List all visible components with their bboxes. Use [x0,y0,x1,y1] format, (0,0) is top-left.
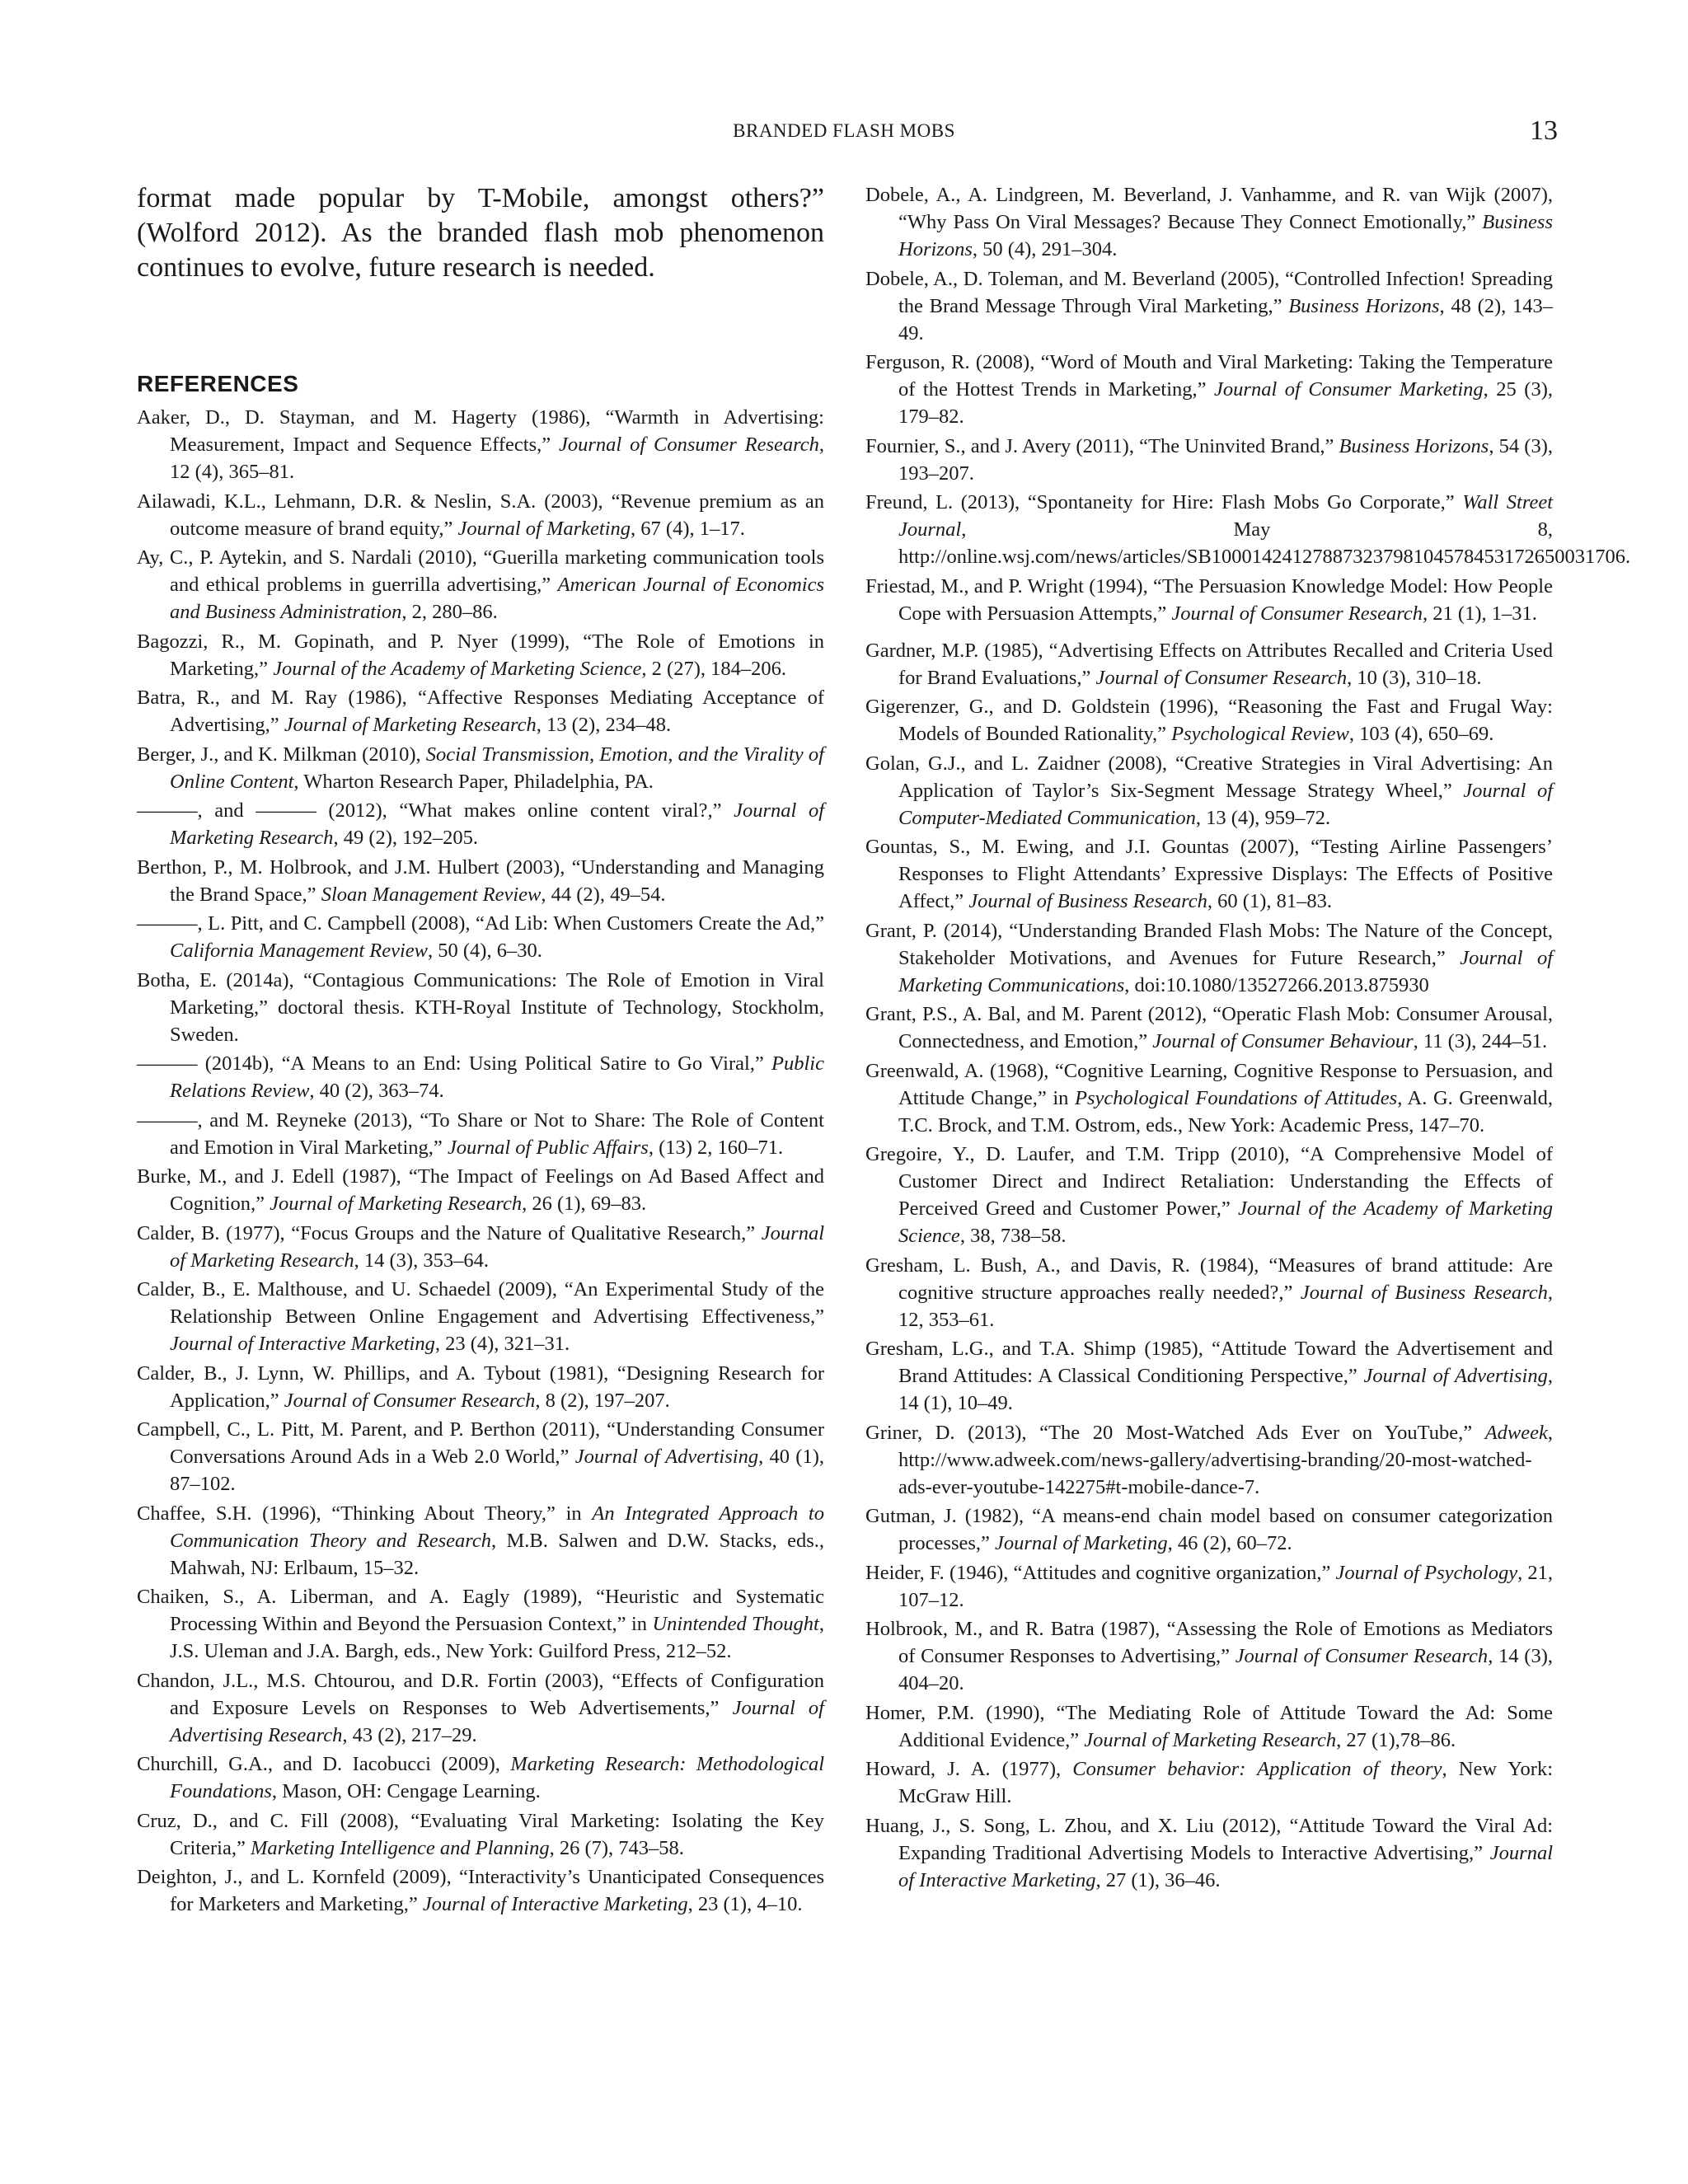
reference-source-title: Journal of the Academy of Marketing Science [898,1197,1553,1247]
reference-entry [865,1559,1553,1614]
reference-source-title: Business Horizons [1288,294,1440,317]
reference-entry [137,1750,824,1805]
reference-entry [865,750,1553,832]
reference-text: , 14 (1), 10–49. [898,1365,1553,1414]
reference-entry [865,1252,1553,1333]
reference-source-title: Journal of Public Affairs [447,1136,649,1159]
reference-text: Ailawadi, K.L., Lehmann, D.R. & Neslin, S.A. (2003), “Revenue premium as an outcome measure of brand equity,” [137,490,824,540]
reference-text: Dobele, A., A. Lindgreen, M. Beverland, J. Vanhamme, and R. van Wijk (2007), “Why Pass On Viral Messages? Because They Connect Emotionally,” [865,184,1553,233]
reference-text: Calder, B. (1977), “Focus Groups and the Nature of Qualitative Research,” [137,1221,762,1244]
reference-source-title: Journal of Business Research [1300,1281,1548,1304]
reference-text: , 54 (3), 193–207. [898,434,1553,485]
reference-source-title: Journal of Consumer Research [284,1389,536,1412]
reference-text: , 14 (3), 353–64. [354,1249,489,1272]
reference-entry [137,1807,824,1862]
reference-text: , J.S. Uleman and J.A. Bargh, eds., New York: Guilford Press, 212–52. [170,1613,824,1662]
reference-source-title: Journal of Marketing [457,517,631,540]
reference-entry [865,573,1553,627]
reference-text: Berthon, P., M. Holbrook, and J.M. Hulbert (2003), “Understanding and Managing the Brand Space,” [137,855,824,906]
reference-text: ——— (2014b), “A Means to an End: Using Political Satire to Go Viral,” [137,1052,772,1075]
reference-text: Gigerenzer, G., and D. Goldstein (1996), “Reasoning the Fast and Frugal Way: Models of Bounded Rationality,” [865,696,1553,745]
reference-source-title: Journal of Business Research [968,890,1207,912]
reference-source-title: California Management Review [170,940,428,962]
reference-source-title: Journal of Interactive Marketing [170,1333,435,1355]
reference-entry [137,910,824,964]
reference-source-title: Journal of Marketing Research [1084,1728,1337,1751]
reference-text: , 49 (2), 192–205. [333,827,479,849]
reference-text: Gresham, L. Bush, A., and Davis, R. (1984), “Measures of brand attitude: Are cognitive structure approaches really needed?,” [865,1254,1553,1304]
reference-text: Golan, G.J., and L. Zaidner (2008), “Creative Strategies in Viral Advertising: An Application of Taylor’s Six-Segment Message Strategy Wheel,” [865,752,1553,802]
reference-text: Gutman, J. (1982), “A means-end chain model based on consumer categorization processes,” [865,1505,1553,1554]
reference-text: Batra, R., and M. Ray (1986), “Affective Responses Mediating Acceptance of Advertising,” [137,687,824,736]
reference-text: Gregoire, Y., D. Laufer, and T.M. Tripp (2010), “A Comprehensive Model of Customer Direct and Indirect Retaliation: Understanding the Effects of Perceived Greed and Customer Power,” [865,1143,1553,1220]
right-column [865,181,1631,1896]
reference-text: , New York: McGraw Hill. [898,1758,1554,1807]
reference-entry [137,1863,824,1918]
reference-text: , Mason, OH: Cengage Learning. [271,1780,541,1802]
reference-entry [137,1220,824,1274]
reference-entry [137,544,824,626]
reference-source-title: Journal of Advertising Research [170,1696,824,1746]
reference-entry [865,1141,1553,1249]
reference-text: Deighton, J., and L. Kornfeld (2009), “Interactivity’s Unanticipated Consequences for Marketers and Marketing,” [137,1866,824,1915]
reference-text: , 27 (1), 36–46. [1095,1868,1221,1891]
reference-source-title: Journal of Marketing Research [170,1221,824,1272]
reference-source-title: Journal of Consumer Research [1095,666,1348,689]
reference-text: Ferguson, R. (2008), “Word of Mouth and Viral Marketing: Taking the Temperature of the Hottest Trends in Marketing,” [865,351,1553,401]
reference-source-title: Business Horizons [898,211,1553,260]
reference-text: , 21 (1), 1–31. [1423,602,1537,625]
references-heading: REFERENCES [137,371,299,396]
reference-source-title: Unintended Thought [652,1613,819,1635]
running-head: BRANDED FLASH MOBS [733,120,955,141]
reference-text: Bagozzi, R., M. Gopinath, and P. Nyer (1999), “The Role of Emotions in Marketing,” [137,630,824,680]
reference-text: , 43 (2), 217–29. [342,1723,477,1746]
right-reference-list [865,181,1631,1894]
reference-text: , 23 (1), 4–10. [687,1893,803,1915]
reference-entry [137,967,824,1048]
reference-source-title: Sloan Management Review [321,883,542,906]
reference-text: , 50 (4), 6–30. [428,940,542,962]
left-reference-list [137,404,824,1918]
reference-source-title: Consumer behavior: Application of theory [1072,1758,1442,1780]
reference-text: , 38, 738–58. [959,1225,1067,1247]
reference-text: ———, and ——— (2012), “What makes online content viral?,” [137,799,734,822]
reference-source-title: Journal of Consumer Research [1235,1645,1489,1667]
reference-entry [865,1755,1553,1810]
reference-text: Churchill, G.A., and D. Iacobucci (2009), [137,1753,511,1775]
reference-entry [865,1699,1553,1754]
reference-entry [137,1163,824,1217]
reference-text: , 2 (27), 184–206. [641,657,786,680]
reference-source-title: Journal of Consumer Research [1171,602,1423,625]
reference-source-title: Public Relations Review [170,1052,824,1102]
reference-text: Gountas, S., M. Ewing, and J.I. Gountas (2007), “Testing Airline Passengers’ Responses to Flight Attendants’ Expressive Displays: The Effects of Positive Affect,” [865,836,1553,912]
reference-text: , 12, 353–61. [898,1281,1553,1331]
reference-source-title: Psychological Review [1171,723,1349,745]
page-number: 13 [1530,115,1558,146]
reference-entry [137,1276,824,1357]
reference-source-title: Journal of Marketing [995,1532,1168,1554]
reference-text: , (13) 2, 160–71. [648,1136,784,1159]
reference-text: , 13 (4), 959–72. [1195,806,1331,829]
reference-source-title: Journal of Marketing Research [270,1193,523,1215]
reference-entry [137,1107,824,1161]
reference-source-title: Wall Street Journal [898,491,1553,541]
reference-entry [865,1057,1553,1139]
reference-text: , 26 (7), 743–58. [549,1836,684,1859]
reference-source-title: Adweek [1484,1421,1548,1444]
reference-text: Chaiken, S., A. Liberman, and A. Eagly (1989), “Heuristic and Systematic Processing Within and Beyond the Persuasion Context,” in [137,1586,824,1635]
reference-text: Fournier, S., and J. Avery (2011), “The Uninvited Brand,” [865,434,1339,457]
reference-entry [137,1416,824,1497]
reference-source-title: Journal of Consumer Marketing [1214,378,1484,401]
reference-entry [865,1335,1553,1417]
reference-text: Gresham, L.G., and T.A. Shimp (1985), “Attitude Toward the Advertisement and Brand Attitudes: A Classical Conditioning Perspective,” [865,1338,1553,1387]
reference-entry [865,833,1553,915]
reference-entry [137,488,824,542]
reference-text: Holbrook, M., and R. Batra (1987), “Assessing the Role of Emotions as Mediators of Consumer Responses to Advertising,” [865,1618,1553,1667]
reference-source-title: An Integrated Approach to Communication Theory and Research [170,1502,824,1552]
intro-paragraph: format made popular by T-Mobile, amongst others?” (Wolford 2012). As the branded flash mob phenomenon continues to evolve, future research is needed. [137,183,824,283]
reference-entry [137,628,824,682]
reference-text: , 48 (2), 143–49. [898,294,1553,344]
reference-source-title: Journal of Advertising [574,1446,759,1468]
reference-entry [865,489,1631,570]
reference-entry [137,404,824,485]
reference-text: Gardner, M.P. (1985), “Advertising Effects on Attributes Recalled and Criteria Used for Brand Evaluations,” [865,639,1553,689]
reference-source-title: Journal of Interactive Marketing [898,1841,1553,1891]
reference-text: , http://www.adweek.com/news-gallery/advertising-branding/20-most-watched-ads-ever-youtube-142275#t-mobile-dance-7. [898,1421,1553,1498]
reference-text: , 44 (2), 49–54. [541,883,666,906]
reference-entry [137,854,824,908]
reference-text: Grant, P.S., A. Bal, and M. Parent (2012), “Operatic Flash Mob: Consumer Arousal, Connectedness, and Emotion,” [865,1003,1553,1052]
reference-text: , 11 (3), 244–51. [1413,1030,1548,1052]
reference-source-title: Journal of the Academy of Marketing Science [273,657,642,680]
reference-text: , 21, 107–12. [898,1561,1554,1611]
reference-text: , 8 (2), 197–207. [535,1389,670,1412]
reference-text: , 14 (3), 404–20. [898,1645,1553,1694]
reference-text: Homer, P.M. (1990), “The Mediating Role of Attitude Toward the Ad: Some Additional Evidence,” [865,1701,1553,1751]
reference-entry [865,1615,1553,1697]
reference-source-title: Journal of Marketing Research [284,714,537,736]
reference-text: Freund, L. (2013), “Spontaneity for Hire: Flash Mobs Go Corporate,” [865,491,1463,513]
reference-entry [865,1812,1553,1894]
reference-text: Calder, B., E. Malthouse, and U. Schaedel (2009), “An Experimental Study of the Relationship Between Online Engagement and Advertising Effectiveness,” [137,1278,824,1328]
reference-entry [865,917,1553,999]
reference-entry [865,181,1553,263]
reference-text: , 46 (2), 60–72. [1167,1532,1292,1554]
reference-entry [865,1502,1553,1557]
reference-text: Friestad, M., and P. Wright (1994), “The Persuasion Knowledge Model: How People Cope with Persuasion Attempts,” [865,574,1553,625]
reference-text: , doi:10.1080/13527266.2013.875930 [1124,973,1429,996]
reference-text: Cruz, D., and C. Fill (2008), “Evaluating Viral Marketing: Isolating the Key Criteria,” [137,1809,824,1859]
reference-source-title: Psychological Foundations of Attitudes [1075,1086,1398,1109]
reference-text: , Wharton Research Paper, Philadelphia, PA. [293,770,654,793]
reference-text: Huang, J., S. Song, L. Zhou, and X. Liu (2012), “Attitude Toward the Viral Ad: Expanding Traditional Advertising Models to Interactive Advertising,” [865,1814,1553,1864]
reference-entry [137,1050,824,1104]
reference-entry [865,693,1553,748]
reference-text: , 103 (4), 650–69. [1348,723,1494,745]
reference-entry [137,1667,824,1749]
reference-text: , 10 (3), 310–18. [1347,666,1482,689]
reference-text: Dobele, A., D. Toleman, and M. Beverland (2005), “Controlled Infection! Spreading the Brand Message Through Viral Marketing,” [865,267,1553,317]
reference-source-title: Journal of Psychology [1335,1561,1518,1584]
reference-text: Greenwald, A. (1968), “Cognitive Learning, Cognitive Response to Persuasion, and Attitude Change,” in [865,1059,1553,1109]
reference-source-title: Journal of Consumer Research [559,434,819,456]
reference-source-title: Journal of Marketing Research [170,799,824,849]
reference-entry [865,1001,1553,1055]
reference-text: , M.B. Salwen and D.W. Stacks, eds., Mahwah, NJ: Erlbaum, 15–32. [170,1529,824,1579]
reference-text: , A. G. Greenwald, T.C. Brock, and T.M. Ostrom, eds., New York: Academic Press, 147–70. [898,1086,1553,1137]
reference-text: Chandon, J.L., M.S. Chtourou, and D.R. Fortin (2003), “Effects of Configuration and Exposure Levels on Responses to Web Advertisements,” [137,1669,824,1719]
reference-source-title: Journal of Interactive Marketing [422,1893,688,1915]
reference-text: , 2, 280–86. [401,601,498,623]
reference-text: , 50 (4), 291–304. [972,238,1118,260]
reference-text: , 27 (1),78–86. [1336,1728,1456,1751]
reference-text: Aaker, D., D. Stayman, and M. Hagerty (1986), “Warmth in Advertising: Measurement, Impact and Sequence Effects,” [137,406,824,456]
reference-text: , 40 (2), 363–74. [309,1080,444,1102]
reference-entry [137,1500,824,1582]
reference-source-title: American Journal of Economics and Business Administration [170,574,824,623]
reference-text: , 60 (1), 81–83. [1207,890,1332,912]
reference-text: , 12 (4), 365–81. [170,434,824,483]
reference-text: Grant, P. (2014), “Understanding Branded Flash Mobs: The Nature of the Concept, Stakeholder Motivations, and Avenues for Future Research,” [865,919,1553,969]
reference-text: Ay, C., P. Aytekin, and S. Nardali (2010), “Guerilla marketing communication tools and ethical problems in guerrilla advertising,” [137,546,824,596]
reference-entry [865,433,1553,487]
reference-text: Campbell, C., L. Pitt, M. Parent, and P. Berthon (2011), “Understanding Consumer Conversations Around Ads in a Web 2.0 World,” [137,1418,824,1468]
reference-entry [865,349,1553,430]
reference-entry [137,1360,824,1414]
reference-entry [137,684,824,738]
reference-entry [137,1583,824,1665]
reference-source-title: Journal of Advertising [1363,1365,1548,1387]
reference-text: , 40 (1), 87–102. [170,1446,824,1495]
reference-text: Burke, M., and J. Edell (1987), “The Impact of Feelings on Ad Based Affect and Cognition,” [137,1165,824,1215]
reference-source-title: Marketing Intelligence and Planning [250,1836,550,1859]
reference-text: Chaffee, S.H. (1996), “Thinking About Theory,” in [137,1502,593,1525]
reference-entry [865,637,1553,691]
reference-source-title: Marketing Research: Methodological Foundations [170,1753,824,1802]
reference-text: ———, L. Pitt, and C. Campbell (2008), “Ad Lib: When Customers Create the Ad,” [137,912,824,935]
reference-entry [865,1419,1553,1501]
reference-text: Heider, F. (1946), “Attitudes and cognitive organization,” [865,1561,1336,1584]
reference-text: Griner, D. (2013), “The 20 Most-Watched Ads Ever on YouTube,” [865,1421,1485,1444]
reference-text: , 13 (2), 234–48. [536,714,672,736]
reference-text: Howard, J. A. (1977), [865,1758,1073,1780]
reference-text: , 26 (1), 69–83. [522,1193,647,1215]
reference-entry [865,265,1553,347]
left-column [137,181,824,1920]
reference-text: Calder, B., J. Lynn, W. Phillips, and A. Tybout (1981), “Designing Research for Application,” [137,1361,824,1412]
reference-text: Botha, E. (2014a), “Contagious Communications: The Role of Emotion in Viral Marketing,” doctoral thesis. KTH-Royal Institute of Technology, Stockholm, Sweden. [137,968,824,1046]
reference-entry [137,797,824,851]
reference-source-title: Journal of Marketing Communications [898,946,1553,996]
reference-text: , May 8, http://online.wsj.com/news/articles/SB10001424127887323798104578453172650031706. [898,518,1631,568]
reference-source-title: Journal of Computer-Mediated Communication [898,779,1553,829]
reference-text: ———, and M. Reyneke (2013), “To Share or Not to Share: The Role of Content and Emotion in Viral Marketing,” [137,1108,824,1159]
reference-text: , 23 (4), 321–31. [434,1333,570,1355]
reference-source-title: Journal of Consumer Behaviour [1152,1030,1414,1052]
reference-text: Berger, J., and K. Milkman (2010), [137,743,426,766]
reference-source-title: Business Horizons [1339,434,1489,457]
reference-entry [137,741,824,795]
reference-text: , 67 (4), 1–17. [631,517,745,540]
reference-text: , 25 (3), 179–82. [898,378,1554,428]
reference-source-title: Social Transmission, Emotion, and the Virality of Online Content [170,743,824,793]
